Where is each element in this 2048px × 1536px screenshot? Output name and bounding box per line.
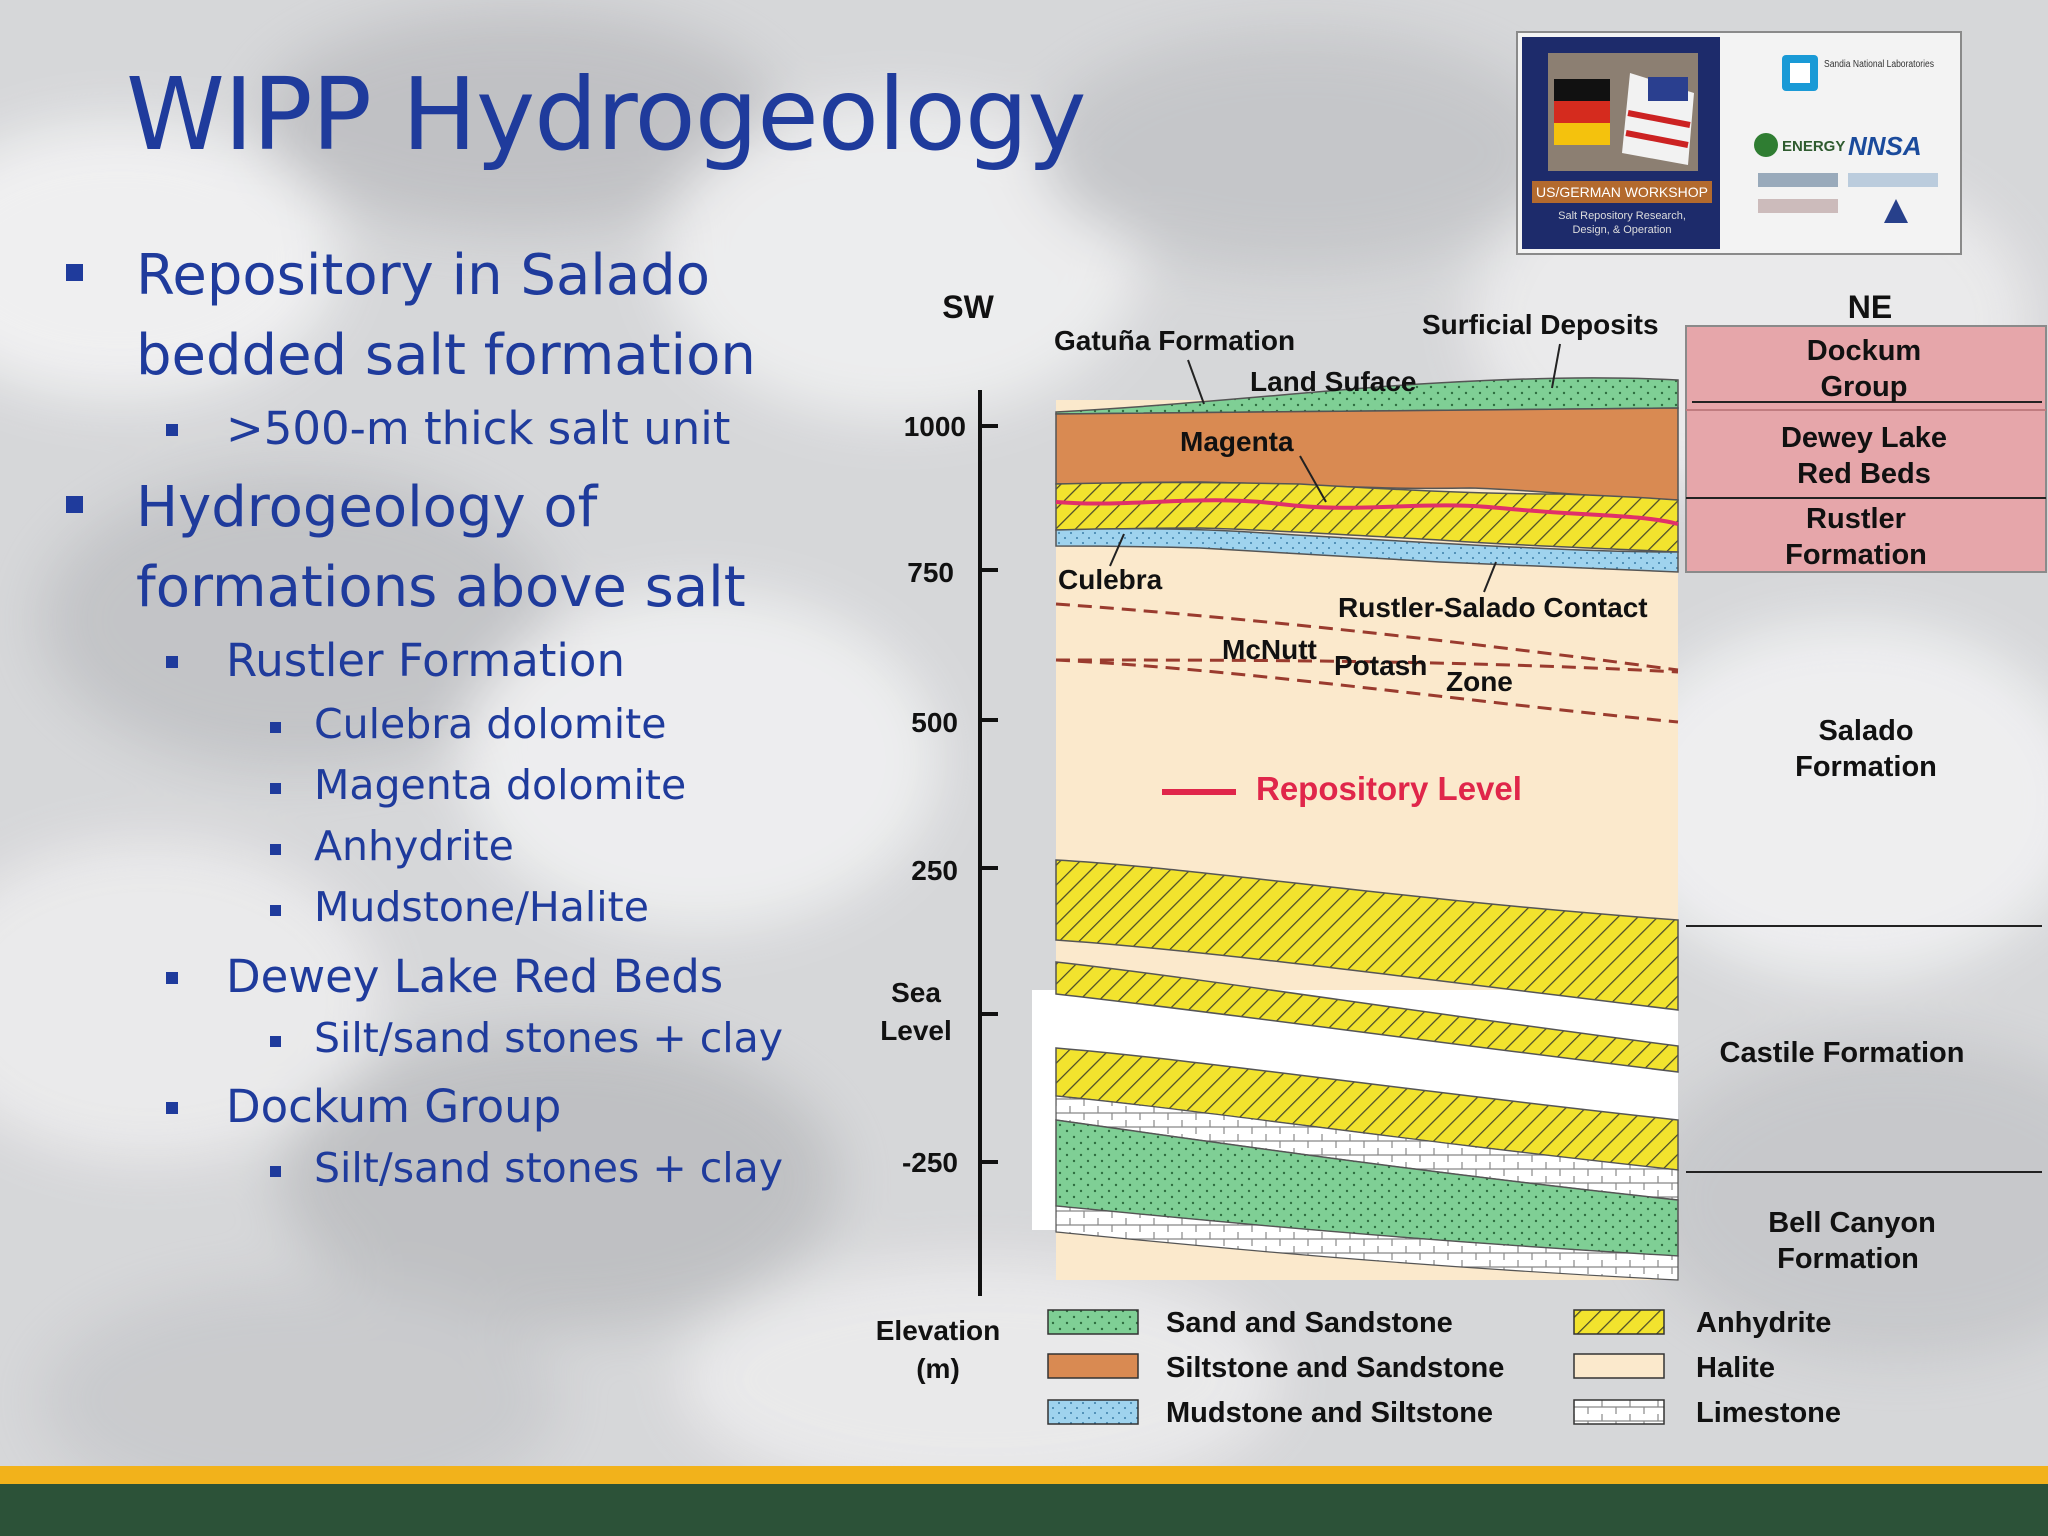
bullet-text: Mudstone/Halite <box>314 883 649 931</box>
label-gatuna: Gatuña Formation <box>1054 325 1296 356</box>
legend-label-mudstone: Mudstone and Siltstone <box>1166 1397 1494 1429</box>
bullet-text: >500-m thick salt unit <box>226 402 731 455</box>
label-potash: Potash <box>1334 650 1428 681</box>
footer-gold-stripe <box>0 1466 2048 1484</box>
axis-tick-minus-250: -250 <box>901 1147 958 1178</box>
bullet-text: Silt/sand stones + clay <box>314 1014 784 1062</box>
label-land-surface: Land Suface <box>1250 366 1417 397</box>
leader-gatuna <box>1188 360 1204 404</box>
legend-label-halite: Halite <box>1696 1352 1775 1384</box>
bullet-text: Dewey Lake Red Beds <box>226 950 724 1003</box>
label-magenta: Magenta <box>1180 426 1294 457</box>
axis-tick-500: 500 <box>911 707 958 738</box>
legend-swatch-limestone <box>1574 1400 1664 1424</box>
footer-green-bar <box>0 1484 2048 1536</box>
bullet-text: Rustler Formation <box>226 634 625 687</box>
bullet-text: Culebra dolomite <box>314 700 667 748</box>
axis-tick-1000: 1000 <box>903 411 966 442</box>
formation-salado-1: Salado <box>1818 715 1914 747</box>
formation-rustler-1: Rustler <box>1806 503 1906 535</box>
logo-sandia: Sandia National Laboratories <box>1824 59 1934 70</box>
axis-title-line2: (m) <box>916 1353 960 1384</box>
axis-tick-marks <box>980 426 998 1162</box>
bullet-text: Anhydrite <box>314 822 514 870</box>
label-zone: Zone <box>1446 666 1513 697</box>
label-rustler-salado: Rustler-Salado Contact <box>1338 592 1648 623</box>
bullet-text: Silt/sand stones + clay <box>314 1144 784 1192</box>
formation-castile: Castile Formation <box>1719 1037 1965 1069</box>
formation-bell-1: Bell Canyon <box>1768 1207 1936 1239</box>
formation-dewey-2: Red Beds <box>1797 458 1931 490</box>
formation-dockum-1: Dockum <box>1806 335 1922 367</box>
legend-label-anhydrite: Anhydrite <box>1696 1307 1832 1339</box>
label-repository-level: Repository Level <box>1256 770 1522 807</box>
label-culebra: Culebra <box>1058 564 1163 595</box>
logo-workshop-line3: Design, & Operation <box>1572 224 1672 236</box>
formation-bell-2: Formation <box>1777 1243 1919 1275</box>
formation-dockum-2: Group <box>1820 371 1908 403</box>
legend-swatch-halite <box>1574 1354 1664 1378</box>
formation-dewey-1: Dewey Lake <box>1780 422 1948 454</box>
legend-label-limestone: Limestone <box>1696 1397 1842 1429</box>
label-mcnutt: McNutt <box>1222 634 1317 665</box>
logo-workshop-line2: Salt Repository Research, <box>1558 210 1686 222</box>
formation-rustler-2: Formation <box>1785 539 1927 571</box>
axis-title-line1: Elevation <box>875 1315 1001 1346</box>
legend-swatch-sand <box>1048 1310 1138 1334</box>
bullet-text: Repository in Salado bedded salt formation <box>136 243 756 388</box>
axis-tick-750: 750 <box>907 557 954 588</box>
legend-label-siltstone: Siltstone and Sandstone <box>1166 1352 1505 1384</box>
axis-tick-250: 250 <box>911 855 958 886</box>
legend-swatch-siltstone <box>1048 1354 1138 1378</box>
formation-salado-2: Formation <box>1795 751 1937 783</box>
logo-workshop-line1: US/GERMAN WORKSHOP <box>1536 184 1708 200</box>
direction-sw: SW <box>942 289 994 325</box>
legend-swatch-anhydrite <box>1574 1310 1664 1334</box>
axis-tick-level: Level <box>880 1015 952 1046</box>
logo-energy: ENERGY <box>1782 138 1846 155</box>
bullet-text: Magenta dolomite <box>314 761 687 809</box>
axis-tick-sea: Sea <box>891 977 941 1008</box>
legend-label-sand: Sand and Sandstone <box>1166 1307 1453 1339</box>
legend-swatch-mudstone <box>1048 1400 1138 1424</box>
bullet-text: Dockum Group <box>226 1080 562 1133</box>
label-surficial: Surficial Deposits <box>1422 309 1659 340</box>
slide-title: WIPP Hydrogeology <box>126 56 1086 173</box>
bullet-text: Hydrogeology of formations above salt <box>136 475 746 620</box>
logo-nnsa: NNSA <box>1848 131 1922 161</box>
legend <box>1048 1307 1841 1429</box>
direction-ne: NE <box>1847 289 1893 325</box>
